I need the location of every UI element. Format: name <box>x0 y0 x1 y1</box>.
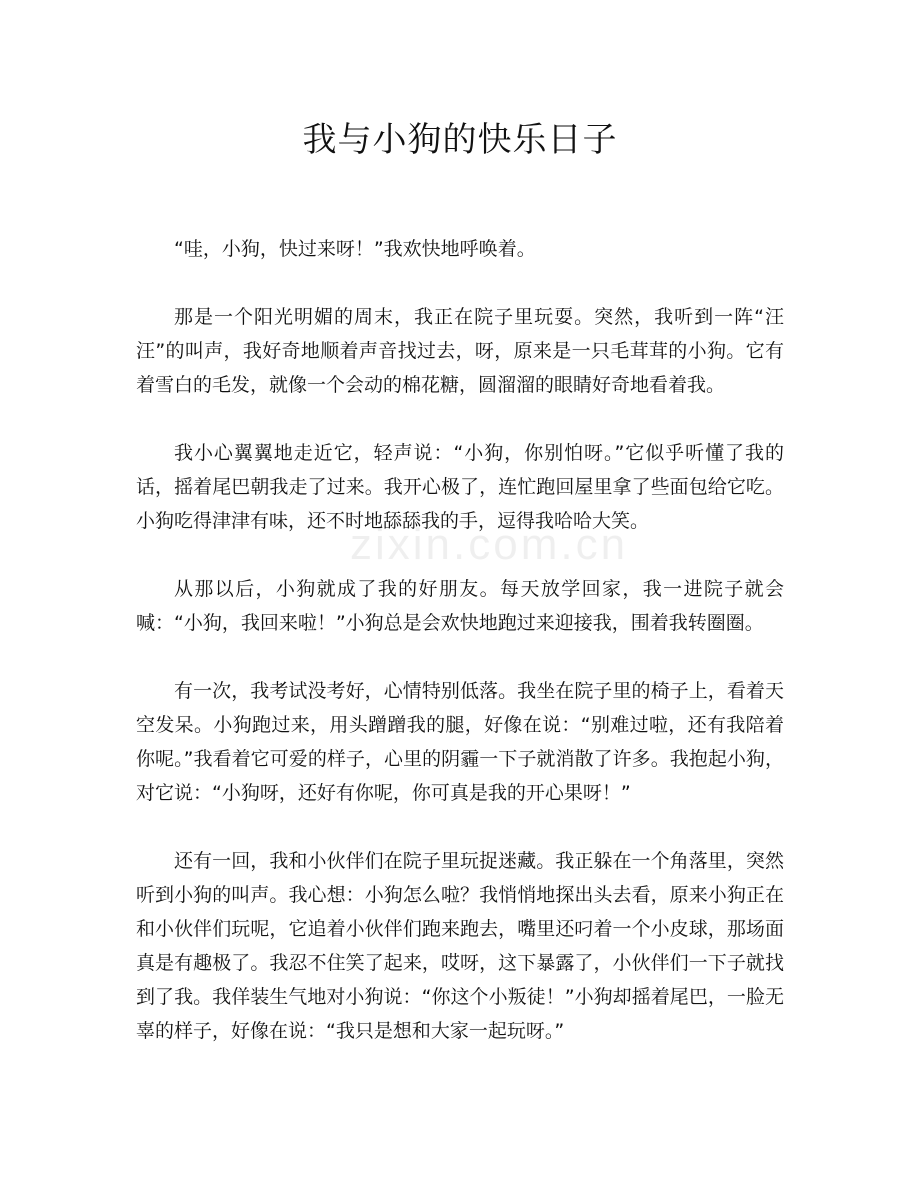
paragraph: 那是一个阳光明媚的周末，我正在院子里玩耍。突然，我听到一阵“汪汪”的叫声，我好奇地顺着声音找过去，呀，原来是一只毛茸茸的小狗。它有着雪白的毛发，就像一个会动的棉花糖，圆溜溜的眼睛好奇地看着我。 <box>136 306 784 396</box>
paragraph: 我小心翼翼地走近它，轻声说：“小狗，你别怕呀。”它似乎听懂了我的话，摇着尾巴朝我走了过来。我开心极了，连忙跑回屋里拿了些面包给它吃。小狗吃得津津有味，还不时地舔舔我的手，逗得我哈哈大笑。 <box>136 442 784 532</box>
article-body <box>136 232 784 1082</box>
paragraph: 从那以后，小狗就成了我的好朋友。每天放学回家，我一进院子就会喊：“小狗，我回来啦！”小狗总是会欢快地跑过来迎接我，围着我转圈圈。 <box>136 578 784 634</box>
watermark: zixin.com.cn <box>350 520 629 569</box>
paragraph: 还有一回，我和小伙伴们在院子里玩捉迷藏。我正躲在一个角落里，突然听到小狗的叫声。我心想：小狗怎么啦？我悄悄地探出头去看，原来小狗正在和小伙伴们玩呢，它追着小伙伴们跑来跑去，嘴里还叼着一个小皮球，那场面真是有趣极了。我忍不住笑了起来，哎呀，这下暴露了，小伙伴们一下子就找到了我。我佯装生气地对小狗说：“你这个小叛徒！”小狗却摇着尾巴，一脸无辜的样子，好像在说：“我只是想和大家一起玩呀。” <box>136 850 784 1042</box>
document-title: 我与小狗的快乐日子 <box>302 120 618 160</box>
paragraph: 有一次，我考试没考好，心情特别低落。我坐在院子里的椅子上，看着天空发呆。小狗跑过来，用头蹭蹭我的腿，好像在说：“别难过啦，还有我陪着你呢。”我看着它可爱的样子，心里的阴霾一下子就消散了许多。我抱起小狗，对它说：“小狗呀，还好有你呢，你可真是我的开心果呀！” <box>136 680 784 804</box>
paragraph: “哇，小狗，快过来呀！”我欢快地呼唤着。 <box>174 238 536 260</box>
